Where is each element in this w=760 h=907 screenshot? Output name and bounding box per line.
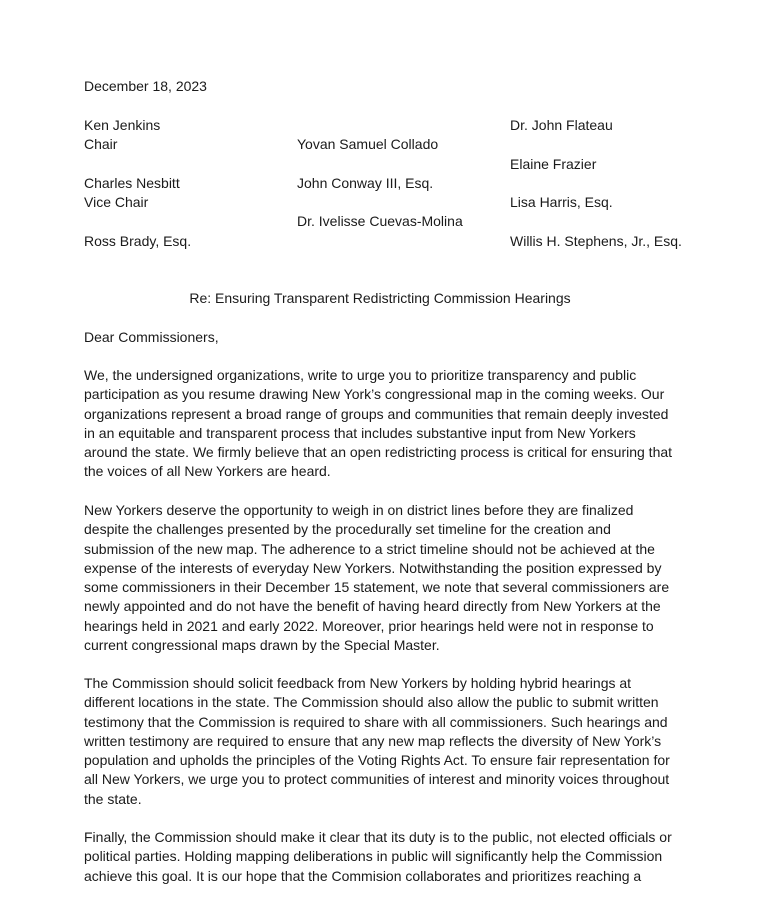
paragraph-line: the state. [84,790,142,807]
recipient-name: Ken Jenkins [84,117,161,133]
body-paragraph [84,366,684,482]
paragraph-line: despite the challenges presented by the procedurally set timeline for the creation and [84,521,611,538]
paragraph-line: newly appointed and do not have the benefit of having heard directly from New Yorkers at the [84,598,661,615]
paragraph-line: different locations in the state. The Commission should also allow the public to submit written [84,694,659,711]
paragraph-line: around the state. We firmly believe that an open redistricting process is critical for ensuring that [84,444,673,461]
paragraph-line: some commissioners in their December 15 statement, we note that several commissioners are [84,579,670,596]
body-paragraph [84,828,684,886]
paragraph-line: Finally, the Commission should make it clear that its duty is to the public, not elected officials or [84,829,672,845]
paragraph-line: the voices of all New Yorkers are heard. [84,463,331,480]
paragraph-line: achieve this goal. It is our hope that the Commision collaborates and prioritizes reaching a [84,867,642,884]
paragraph-line: submission of the new map. The adherence to a strict timeline should not be achieved at the [84,540,655,557]
body-paragraph [84,674,684,809]
paragraph-line: current congressional maps drawn by the Special Master. [84,637,440,654]
paragraph-line: hearings held in 2021 and early 2022. Moreover, prior hearings held were not in response to [84,617,654,634]
recipient-name: Lisa Harris, Esq. [510,194,613,210]
recipient-name: Elaine Frazier [510,156,597,172]
recipient-name: Dr. John Flateau [510,117,613,133]
recipient-name: Willis H. Stephens, Jr., Esq. [510,233,682,249]
paragraph-line: testimony that the Commission is required to share with all commissioners. Such hearings and [84,713,668,730]
paragraph-line: We, the undersigned organizations, write to urge you to prioritize transparency and public [84,367,637,383]
paragraph-line: in an equitable and transparent process that includes substantive input from New Yorkers [84,424,636,441]
recipient-name: Charles Nesbitt [84,175,180,191]
paragraph-line: expense of the interests of everyday New Yorkers. Notwithstanding the position expressed by [84,559,662,576]
recipient-name: John Conway III, Esq. [297,175,434,191]
recipient-name: Yovan Samuel Collado [297,136,439,152]
letter-date: December 18, 2023 [84,78,207,94]
paragraph-line: written testimony are required to ensure that any new map reflects the diversity of New York’s [84,732,662,749]
paragraph-line: population and upholds the principles of the Voting Rights Act. To ensure fair representation for [84,752,670,769]
letter-salutation: Dear Commissioners, [84,329,219,345]
paragraph-line: all New Yorkers, we urge you to protect communities of interest and minority voices throughout [84,771,670,788]
body-paragraph [84,501,684,655]
recipient-name: Ross Brady, Esq. [84,233,192,249]
recipient-name: Dr. Ivelisse Cuevas-Molina [297,213,463,229]
paragraph-line: political parties. Holding mapping deliberations in public will significantly help the Commission [84,848,663,865]
letter-subject: Re: Ensuring Transparent Redistricting Commission Hearings [189,290,571,306]
paragraph-line: organizations represent a broad range of groups and communities that remain deeply invested [84,405,669,422]
recipient-title: Vice Chair [84,194,149,210]
paragraph-line: The Commission should solicit feedback from New Yorkers by holding hybrid hearings at [84,675,632,691]
paragraph-line: participation as you resume drawing New York’s congressional map in the coming weeks. Our [84,386,665,403]
paragraph-line: New Yorkers deserve the opportunity to weigh in on district lines before they are finalized [84,502,634,518]
recipient-title: Chair [84,136,118,152]
